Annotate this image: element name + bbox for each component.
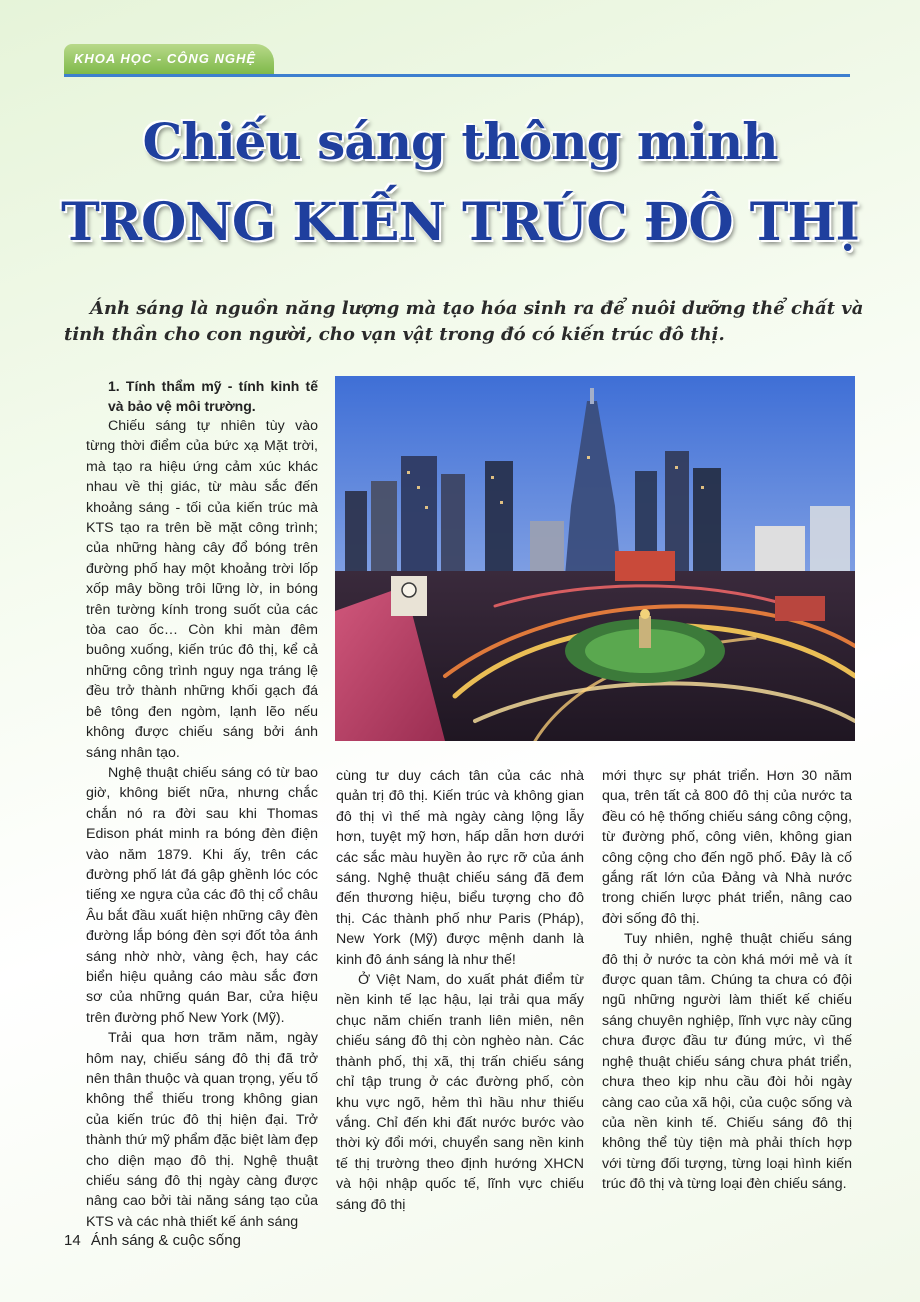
headline-line-1: Chiếu sáng thông minh (142, 112, 778, 171)
page-number: 14 (64, 1232, 81, 1249)
paragraph: Ở Việt Nam, do xuất phát điểm từ nền kinh tế lạc hậu, lại trải qua mấy chục năm chiến tranh liên miên, nên chiếu sáng đô thị còn nghèo nàn. Các thành phố, thị xã, thị trấn chiếu sáng chỉ tập trung ở các đường phố, còn khu vực ngõ, hẻm thì hầu như thiếu vắng. Chỉ đến khi đất nước bước vào thời kỳ đổi mới, chuyển sang nền kinh tế thị trường theo định hướng XHCN và hội nhập quốc tế, lĩnh vực chiếu sáng đô thị (336, 972, 584, 1213)
article-column-2 (336, 766, 584, 1215)
paragraph: Nghệ thuật chiếu sáng có từ bao giờ, không biết nữa, nhưng chắc chắn nó ra đời sau khi Thomas Edison phát minh ra bóng đèn điện vào năm 1879. Khi ấy, trên các đường phố lát đá gập ghềnh lóc cóc tiếng xe ngựa của các đô thị cổ châu Âu bắt đầu xuất hiện những cây đèn đường lắp bóng đèn sợi đốt tỏa ánh sáng nhờ nhờ, vàng ệch, hay các biển hiệu quảng cáo màu sắc đơn sơ của những quán Bar, cửa hiệu trên đường phố New York (Mỹ). (86, 764, 318, 1026)
section-header (64, 44, 850, 74)
paragraph: mới thực sự phát triển. Hơn 30 năm qua, trên tất cả 800 đô thị của nước ta đều có hệ thống chiếu sáng công cộng, từ đường phố, công viên, không gian công cộng cho đến ngõ phố. Đây là cố gắng rất lớn của Đảng và Nhà nước trong chiến lược phát triển, nâng cao đời sống đô thị. (602, 768, 852, 927)
headline-line-2: TRONG KIẾN TRÚC ĐÔ THỊ (61, 192, 859, 253)
subheading: 1. Tính thẩm mỹ - tính kinh tế và bảo vệ môi trường. (108, 378, 318, 414)
article-column-1 (86, 376, 318, 1232)
paragraph: Trải qua hơn trăm năm, ngày hôm nay, chiếu sáng đô thị đã trở nên thân thuộc và quan trọng, yếu tố không thể thiếu trong không gian của kiến trúc đô thị hiện đại. Trở thành thứ mỹ phẩm đặc biệt làm đẹp cho diện mạo đô thị. Nghệ thuật chiếu sáng đô thị ngày càng được nâng cao bởi tài năng sáng tạo của KTS và các nhà thiết kế ánh sáng (86, 1030, 318, 1230)
paragraph: cùng tư duy cách tân của các nhà quản trị đô thị. Kiến trúc và không gian đô thị vì thế mà ngày càng lộng lẫy hơn, tuyệt mỹ hơn, hấp dẫn hơn dưới các sắc màu huyền ảo rực rỡ của ánh sáng. Nghệ thuật chiếu sáng đã đem đến thương hiệu, biểu tượng cho đô thị. Các thành phố như Paris (Pháp), New York (Mỹ) được mệnh danh là kinh đô ánh sáng là như thế! (336, 768, 584, 968)
section-rule (64, 74, 850, 77)
paragraph: Chiếu sáng tự nhiên tùy vào từng thời điểm của bức xạ Mặt trời, mà tạo ra hiệu ứng cảm xúc khác nhau về thị giác, từ màu sắc đến khoảng sáng - tối của kiến trúc mà KTS tạo ra trên bề mặt công trình; của những hàng cây đổ bóng trên đường phố hay một khoảng trời lốp xốp mây bồng trôi lững lờ, in bóng trên tường kính trong suốt của các tòa cao ốc… Còn khi màn đêm buông xuống, kiến trúc đô thị, kể cả những công trình nguy nga tráng lệ đều trở thành những khối gạch đá bê tông đen ngòm, lạnh lẽo nếu không được chiếu sáng bởi ánh sáng nhân tạo. (86, 418, 318, 761)
city-roundabout-night-photo (335, 376, 855, 741)
lede-paragraph: Ánh sáng là nguồn năng lượng mà tạo hóa sinh ra để nuôi dưỡng thể chất và tinh thần cho con người, cho vạn vật trong đó có kiến trúc đô thị. (64, 298, 864, 345)
page-footer (64, 1232, 241, 1249)
article-column-3 (602, 766, 852, 1195)
paragraph: Tuy nhiên, nghệ thuật chiếu sáng đô thị ở nước ta còn khá mới mẻ và ít được quan tâm. Chúng ta chưa có đội ngũ những người làm thiết kế chiếu sáng chuyên nghiệp, lĩnh vực này cũng chưa được đầu tư đúng mức, vì thế nghệ thuật chiếu sáng chưa phát triển, chưa theo kịp nhu cầu đòi hỏi ngày càng cao của xã hội, của cuộc sống và của nền kinh tế. Chiếu sáng đô thị không thể tùy tiện mà phải thích hợp với từng đối tượng, từng loại hình kiến trúc đô thị và từng loại đèn chiếu sáng. (602, 931, 852, 1193)
magazine-name: Ánh sáng & cuộc sống (90, 1232, 241, 1249)
section-label: KHOA HỌC - CÔNG NGHỆ (64, 44, 274, 74)
